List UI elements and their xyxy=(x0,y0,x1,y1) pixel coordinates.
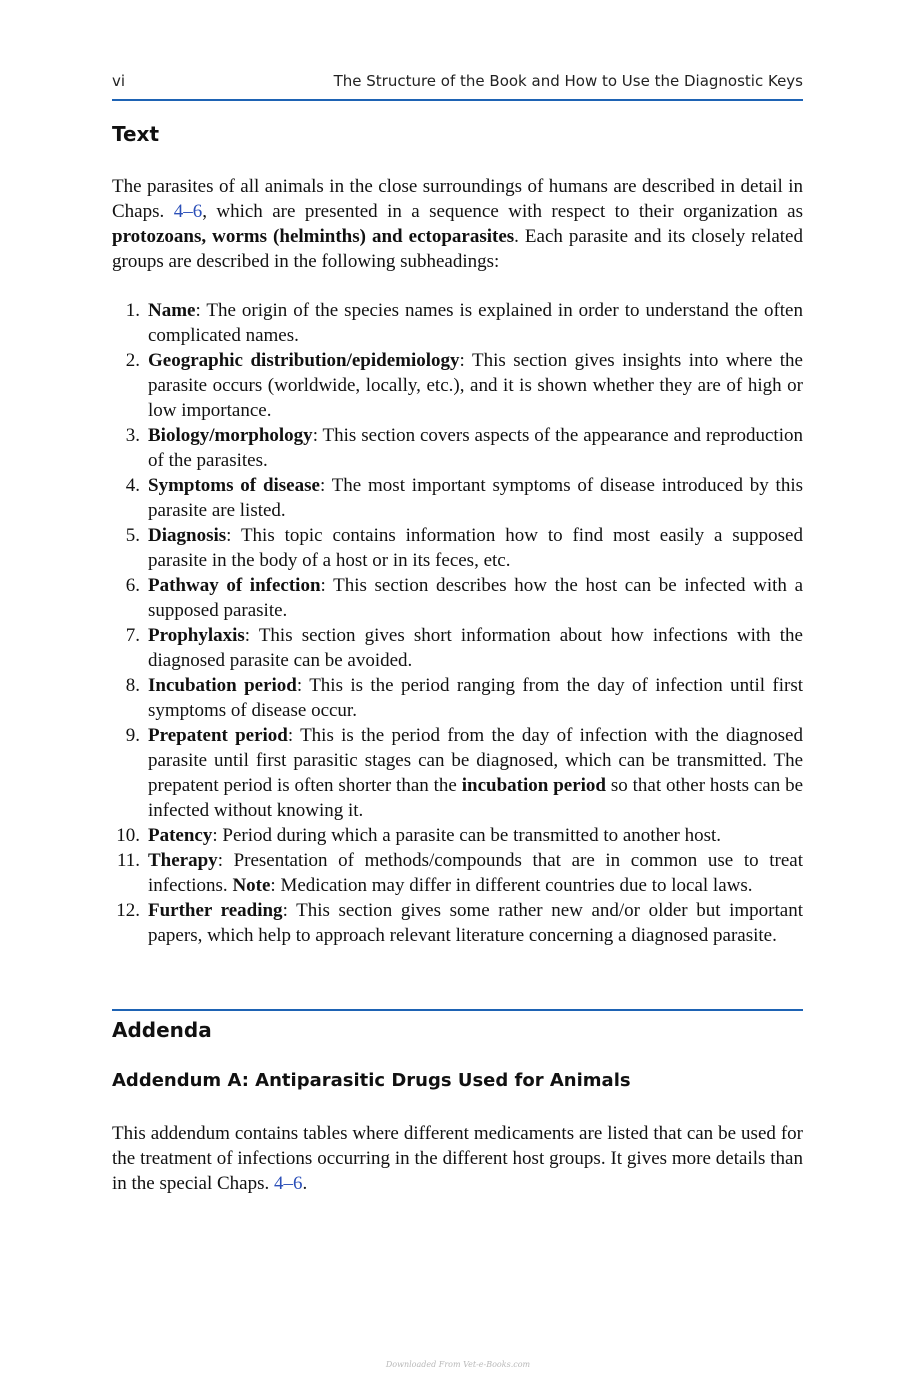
chapters-link[interactable]: 4–6 xyxy=(173,201,203,222)
item-term: Biology/morphology xyxy=(148,425,313,446)
section-rule xyxy=(112,1009,803,1011)
item-number: 5. xyxy=(125,525,140,546)
list-item xyxy=(112,723,803,823)
addendum-paragraph xyxy=(112,1121,803,1196)
item-text: : This is the period ranging from the day of infection until first symptoms of disease occur. xyxy=(148,675,804,721)
item-text: : This section gives some rather new and/or older but important papers, which help to approach relevant literature concerning a diagnosed parasite. xyxy=(148,900,803,946)
chapters-link[interactable]: 4–6 xyxy=(274,1173,303,1194)
intro-bold-groups: protozoans, worms (helminths) and ectoparasites xyxy=(112,226,515,247)
item-term: Symptoms of disease xyxy=(148,475,320,496)
item-text: : Presentation of methods/compounds that are in common use to treat infections. xyxy=(148,850,803,896)
list-item xyxy=(112,673,803,723)
list-item xyxy=(112,348,803,423)
item-text: : This section gives short information about how infections with the diagnosed parasite can be avoided. xyxy=(148,625,803,671)
addendum-text-2: . xyxy=(302,1173,308,1194)
item-text-secondary: : Medication may differ in different countries due to local laws. xyxy=(270,875,753,896)
item-number: 3. xyxy=(125,425,140,446)
item-term-secondary: incubation period xyxy=(461,775,606,796)
item-text: : This topic contains information how to find most easily a supposed parasite in the body of a host or in its feces, etc. xyxy=(148,525,803,571)
item-term: Name xyxy=(148,300,196,321)
item-term-secondary: Note xyxy=(232,875,271,896)
item-text: : Period during which a parasite can be transmitted to another host. xyxy=(212,825,722,846)
item-number: 7. xyxy=(125,625,140,646)
item-term: Incubation period xyxy=(148,675,297,696)
list-item xyxy=(112,523,803,573)
item-term: Further reading xyxy=(148,900,283,921)
item-text: : The origin of the species names is explained in order to understand the often complicated names. xyxy=(148,300,803,346)
item-term: Geographic distribution/epidemiology xyxy=(148,350,460,371)
item-text-secondary: so that other hosts can be infected without knowing it. xyxy=(148,775,804,821)
item-term: Pathway of infection xyxy=(148,575,321,596)
intro-paragraph xyxy=(112,174,803,274)
list-item xyxy=(112,298,803,348)
list-item xyxy=(112,823,803,848)
item-term: Patency xyxy=(148,825,213,846)
item-text: : The most important symptoms of disease introduced by this parasite are listed. xyxy=(148,475,803,521)
list-item xyxy=(112,848,803,898)
item-term: Therapy xyxy=(148,850,218,871)
intro-text-2: , which are presented in a sequence with respect to their organization as xyxy=(202,201,804,222)
running-head-title: The Structure of the Book and How to Use the Diagnostic Keys xyxy=(333,72,803,90)
item-text: : This section covers aspects of the appearance and reproduction of the parasites. xyxy=(148,425,803,471)
intro-text-1: The parasites of all animals in the close surroundings of humans are described in detail in Chaps. xyxy=(112,176,803,222)
download-watermark: Downloaded From Vet-e-Books.com xyxy=(385,1360,531,1369)
item-number: 10. xyxy=(116,825,140,846)
item-text: : This is the period from the day of infection with the diagnosed parasite until first parasitic stages can be diagnosed, which can be transmitted. The prepatent period is often shorter than the xyxy=(148,725,803,796)
item-number: 1. xyxy=(125,300,140,321)
subsection-heading-addendum-a: Addendum A: Antiparasitic Drugs Used for Animals xyxy=(112,1070,631,1091)
list-item xyxy=(112,573,803,623)
list-item xyxy=(112,898,803,948)
item-number: 4. xyxy=(125,475,140,496)
section-heading-addenda: Addenda xyxy=(112,1018,212,1042)
item-number: 2. xyxy=(125,350,140,371)
section-heading-text: Text xyxy=(112,122,160,146)
item-number: 11. xyxy=(116,850,140,871)
item-number: 8. xyxy=(125,675,140,696)
list-item xyxy=(112,623,803,673)
item-term: Diagnosis xyxy=(148,525,227,546)
item-text: : This section describes how the host can be infected with a supposed parasite. xyxy=(148,575,803,621)
running-head xyxy=(112,72,803,94)
item-number: 12. xyxy=(116,900,140,921)
intro-text-3: . Each parasite and its closely related groups are described in the following subheadings: xyxy=(112,226,803,272)
item-term: Prophylaxis xyxy=(148,625,245,646)
subheadings-list xyxy=(112,298,803,948)
list-item xyxy=(112,473,803,523)
item-number: 6. xyxy=(125,575,140,596)
item-text: : This section gives insights into where the parasite occurs (worldwide, locally, etc.), and it is shown whether they are of high or low importance. xyxy=(148,350,803,421)
list-item xyxy=(112,423,803,473)
header-rule xyxy=(112,99,803,101)
item-number: 9. xyxy=(125,725,140,746)
item-term: Prepatent period xyxy=(148,725,288,746)
page-number: vi xyxy=(112,72,126,90)
addendum-text-1: This addendum contains tables where different medicaments are listed that can be used for the treatment of infections occurring in the different host groups. It gives more details than in the special Chaps. xyxy=(112,1123,803,1194)
